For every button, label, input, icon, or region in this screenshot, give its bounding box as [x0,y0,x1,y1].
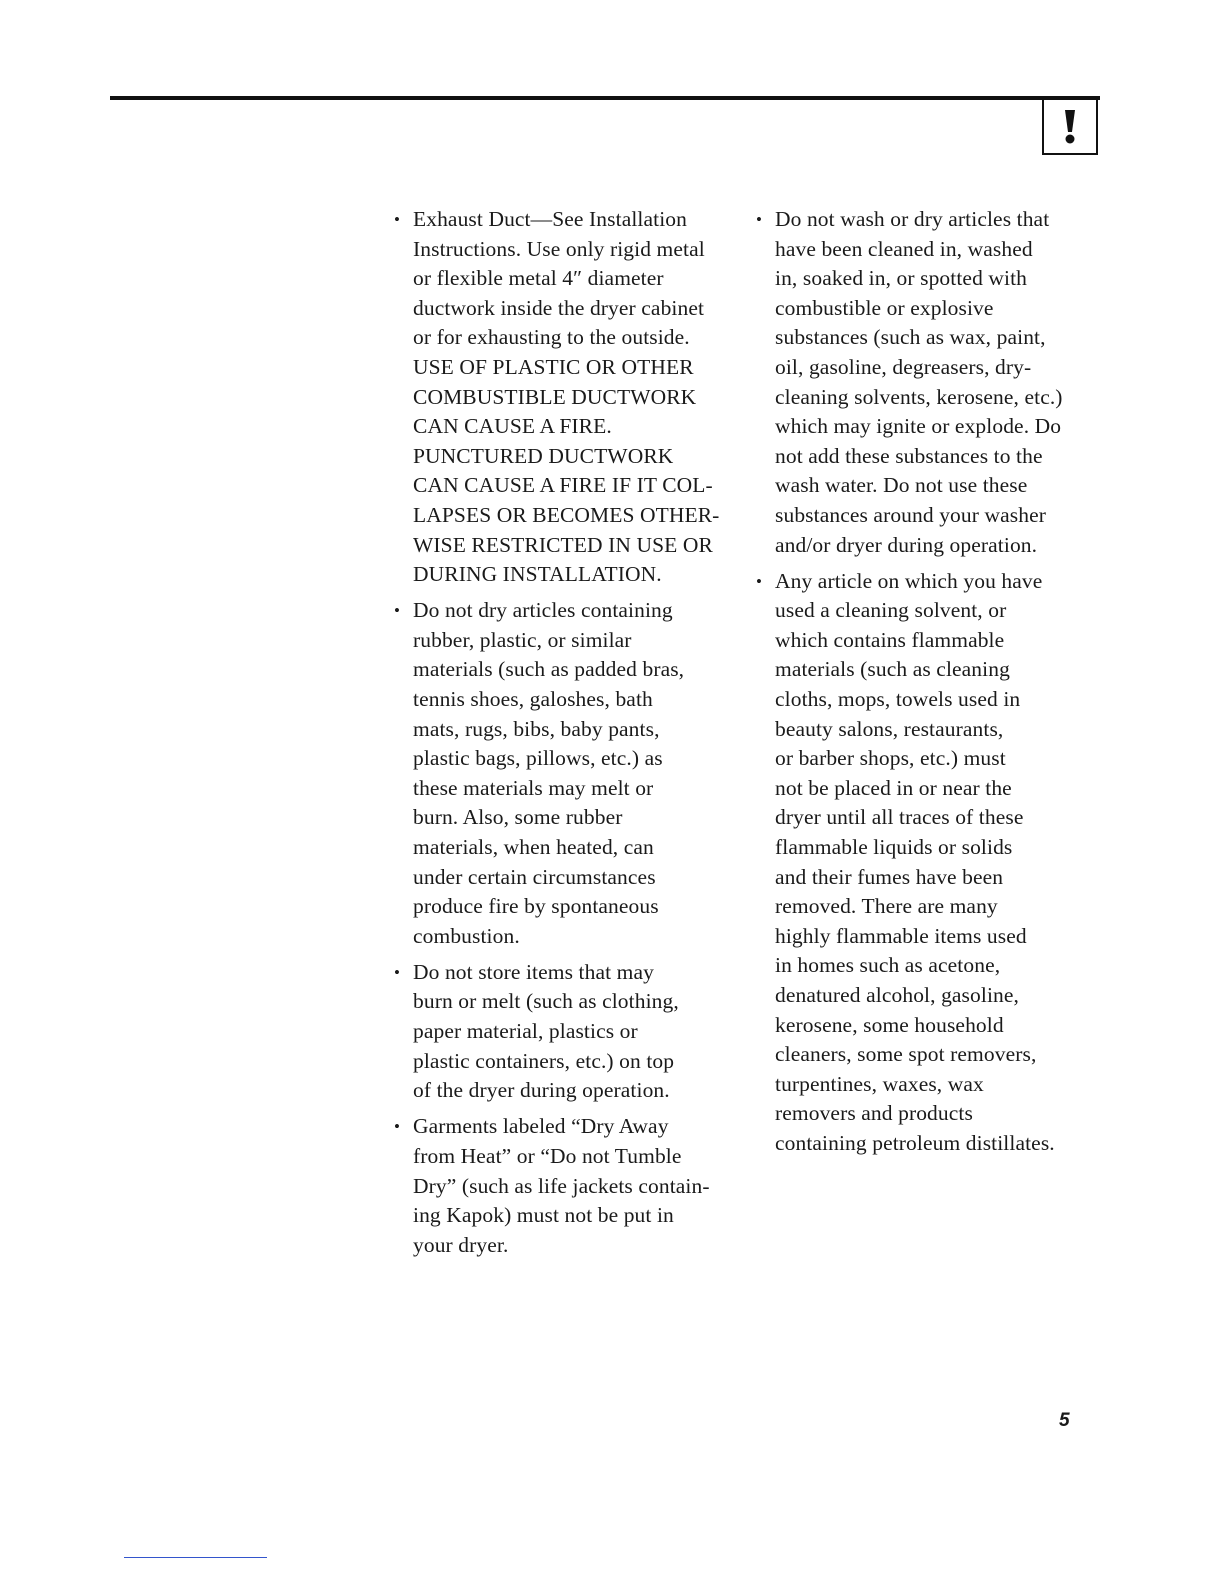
text-line: tennis shoes, galoshes, bath [413,687,653,711]
bullet-item [394,596,744,951]
text-line: mats, rugs, bibs, baby pants, [413,716,660,741]
text-line: beauty salons, restaurants, [775,716,1004,741]
text-line: cleaners, some spot removers, [775,1042,1037,1067]
text-line: have been cleaned in, washed [775,236,1033,261]
text-line: not be placed in or near the [775,775,1012,800]
text-line: CAN CAUSE A FIRE. [413,414,612,439]
warning-box [1042,100,1098,155]
footer-link-rule [124,1557,267,1558]
text-line: oil, gasoline, degreasers, dry- [775,354,1032,379]
text-line: flammable liquids or solids [775,834,1013,859]
text-line: dryer until all traces of these [775,805,1024,830]
text-line: ing Kapok) must not be put in [413,1203,674,1228]
bullet-icon: • [394,210,401,229]
text-line: DURING INSTALLATION. [413,562,662,587]
bullet-icon: • [756,210,763,229]
text-line: Do not store items that may [413,959,654,984]
text-line: LAPSES OR BECOMES OTHER- [413,502,720,527]
text-line: removers and products [775,1101,973,1126]
bullet-item [394,958,744,1106]
text-line: plastic containers, etc.) on top [413,1048,675,1073]
bullet-item [394,1112,744,1260]
text-line: PUNCTURED DUCTWORK [413,443,674,468]
text-line: your dryer. [413,1232,509,1257]
bullet-icon: • [394,962,401,982]
text-line: materials (such as padded bras, [413,657,685,682]
exclamation-icon [1062,108,1078,146]
text-line: or barber shops, etc.) must [775,746,1006,771]
text-line: materials, when heated, can [413,834,654,859]
text-line: paper material, plastics or [413,1019,638,1044]
text-line: Do not wash or dry articles that [775,207,1050,231]
bullet-icon: • [756,571,763,591]
left-column [394,205,744,1267]
text-line: USE OF PLASTIC OR OTHER [413,354,694,379]
text-line: Exhaust Duct—See Installation [413,207,687,231]
text-line: highly flammable items used [775,923,1027,948]
text-line: cleaning solvents, kerosene, etc.) [775,384,1063,409]
text-line: burn or melt (such as clothing, [413,989,679,1014]
text-line: not add these substances to the [775,443,1043,468]
text-line: or flexible metal 4″ diameter [413,266,664,291]
text-line: combustion. [413,923,520,948]
text-line: used a cleaning solvent, or [775,598,1007,623]
text-line: Garments labeled “Dry Away [413,1114,669,1139]
text-line: wash water. Do not use these [775,473,1028,498]
text-line: burn. Also, some rubber [413,805,623,830]
text-line: plastic bags, pillows, etc.) as [413,746,663,771]
text-line: CAN CAUSE A FIRE IF IT COL- [413,473,713,498]
text-line: denatured alcohol, gasoline, [775,982,1019,1007]
text-line: turpentines, waxes, wax [775,1071,984,1096]
text-line: Do not dry articles containing [413,598,673,623]
header-rule [110,96,1100,100]
text-line: which may ignite or explode. Do [775,414,1062,439]
text-line: or for exhausting to the outside. [413,325,690,350]
text-line: Any article on which you have [775,568,1043,593]
text-line: containing petroleum distillates. [775,1130,1055,1155]
text-line: kerosene, some household [775,1012,1004,1037]
text-line: cloths, mops, towels used in [775,687,1021,711]
text-line: in homes such as acetone, [775,953,1001,978]
text-line: combustible or explosive [775,295,994,320]
text-line: of the dryer during operation. [413,1078,670,1103]
text-line: produce fire by spontaneous [413,894,659,919]
text-line: and their fumes have been [775,864,1004,889]
text-line: and/or dryer during operation. [775,532,1038,557]
text-line: Dry” (such as life jackets contain- [413,1173,710,1198]
bullet-icon: • [394,1117,401,1137]
text-line: in, soaked in, or spotted with [775,266,1028,291]
bullet-icon: • [394,601,401,621]
text-line: WISE RESTRICTED IN USE OR [413,532,713,557]
text-line: ductwork inside the dryer cabinet [413,295,705,320]
bullet-item [394,205,744,590]
text-line: removed. There are many [775,894,998,919]
text-line: materials (such as cleaning [775,657,1010,682]
text-line: Instructions. Use only rigid metal [413,236,705,261]
text-line: substances (such as wax, paint, [775,325,1046,350]
right-column [756,205,1101,1165]
text-line: which contains flammable [775,627,1005,652]
bullet-item [756,205,1101,560]
page-number: 5 [1059,1410,1070,1431]
text-line: rubber, plastic, or similar [413,627,632,652]
text-line: COMBUSTIBLE DUCTWORK [413,384,697,409]
text-line: from Heat” or “Do not Tumble [413,1143,682,1168]
text-line: these materials may melt or [413,775,654,800]
text-line: under certain circumstances [413,864,656,889]
text-line: substances around your washer [775,502,1046,527]
bullet-item [756,567,1101,1159]
